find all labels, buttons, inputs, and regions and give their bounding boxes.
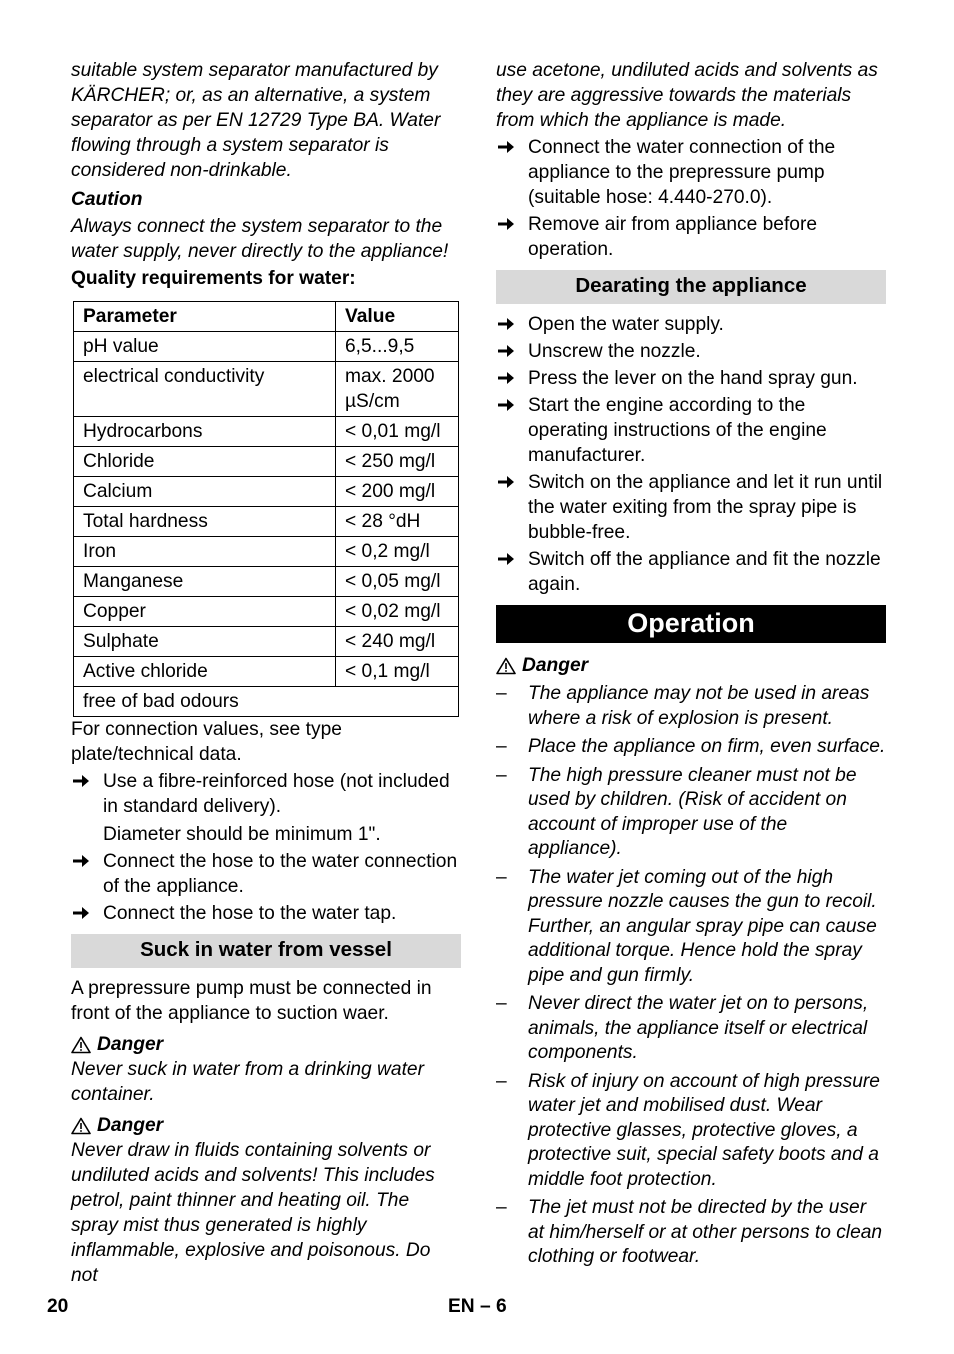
danger-item-text: Place the appliance on firm, even surface.: [528, 736, 886, 757]
language-page-label: EN – 6: [448, 1296, 507, 1317]
list-item: [496, 1070, 886, 1193]
warning-triangle-icon: [71, 1117, 91, 1135]
step-text: Connect the hose to the water tap.: [103, 903, 397, 924]
table-cell: < 28 °dH: [336, 507, 459, 537]
danger-text: Never draw in fluids containing solvents or undiluted acids and solvents! This includes petrol, paint thinner and heating oil. The spray mist thus generated is highly inflammable, explosive and poisonous. Do not: [71, 1140, 435, 1286]
table-cell: max. 2000 µS/cm: [336, 362, 459, 417]
suck-text: A prepressure pump must be connected in front of the appliance to suction waer.: [71, 978, 432, 1024]
suck-heading: Suck in water from vessel: [71, 934, 461, 968]
arrow-right-icon: [496, 473, 516, 491]
list-item: [496, 366, 886, 391]
table-row: [74, 657, 459, 687]
dash-bullet: –: [496, 1197, 507, 1218]
table-cell: Total hardness: [74, 507, 336, 537]
danger-item-text: Risk of injury on account of high pressure water jet and mobilised dust. Wear protective glasses, protective gloves, a protective suit, special safety boots and a middle foot protection.: [528, 1070, 880, 1190]
danger-title: Danger: [97, 1034, 164, 1055]
list-item: [496, 547, 886, 597]
step-text: Switch off the appliance and fit the nozzle again.: [528, 549, 881, 595]
list-item: [496, 312, 886, 337]
arrow-right-icon: [496, 396, 516, 414]
table-cell: < 0,01 mg/l: [336, 417, 459, 447]
step-text: Use a fibre-reinforced hose (not included in standard delivery).: [103, 771, 450, 817]
list-item: [496, 135, 886, 210]
hose-steps-continued: [71, 849, 461, 926]
hose-steps: [71, 769, 461, 819]
table-row: [74, 332, 459, 362]
table-cell: 6,5...9,5: [336, 332, 459, 362]
list-item: [496, 339, 886, 364]
list-item: [496, 470, 886, 545]
table-row: [74, 597, 459, 627]
table-cell: Hydrocarbons: [74, 417, 336, 447]
arrow-right-icon: [496, 138, 516, 156]
arrow-right-icon: [496, 369, 516, 387]
table-header-parameter: Parameter: [74, 302, 336, 332]
table-cell: < 0,02 mg/l: [336, 597, 459, 627]
page-number: 20: [47, 1296, 69, 1317]
danger-item-text: The water jet coming out of the high pressure nozzle causes the gun to recoil. Further, an angular spray pipe can cause additional torque. Hence hold the spray pipe and gun firmly.: [528, 866, 877, 986]
table-cell: free of bad odours: [74, 687, 459, 717]
table-row: [74, 477, 459, 507]
operation-heading: Operation: [496, 605, 886, 643]
danger-item-text: The jet must not be directed by the user at him/herself or at other persons to clean clothing or footwear.: [528, 1197, 883, 1267]
diameter-note: Diameter should be minimum 1".: [103, 824, 381, 845]
table-cell: < 240 mg/l: [336, 627, 459, 657]
dearating-heading: Dearating the appliance: [496, 270, 886, 304]
arrow-right-icon: [71, 772, 91, 790]
warning-triangle-icon: [496, 657, 516, 675]
table-cell: electrical conductivity: [74, 362, 336, 417]
danger-item-text: The high pressure cleaner must not be used by children. (Risk of accident on account of improper use of the appliance).: [528, 764, 857, 859]
step-text: Unscrew the nozzle.: [528, 341, 701, 362]
continued-text: use acetone, undiluted acids and solvents as they are aggressive towards the materials from which the appliance is made.: [496, 60, 878, 131]
list-item: [71, 901, 461, 926]
step-text: Connect the hose to the water connection of the appliance.: [103, 851, 458, 897]
table-row: [74, 537, 459, 567]
arrow-right-icon: [71, 904, 91, 922]
list-item: [71, 849, 461, 899]
arrow-right-icon: [71, 852, 91, 870]
table-cell: Sulphate: [74, 627, 336, 657]
danger-heading: [71, 1113, 461, 1138]
dash-bullet: –: [496, 764, 507, 786]
intro-text: suitable system separator manufactured by KÄRCHER; or, as an alternative, a system separator as per EN 12729 Type BA. Water flowing through a system separator is considered non-drinkable.: [71, 60, 441, 181]
arrow-right-icon: [496, 342, 516, 360]
warning-triangle-icon: [71, 1036, 91, 1054]
list-item: [496, 393, 886, 468]
table-row: [74, 567, 459, 597]
table-cell: < 0,05 mg/l: [336, 567, 459, 597]
water-quality-table: [73, 301, 459, 717]
quality-title: Quality requirements for water:: [71, 268, 356, 289]
dash-bullet: –: [496, 683, 507, 704]
list-item: [496, 735, 886, 760]
table-header-value: Value: [336, 302, 459, 332]
dash-bullet: –: [496, 866, 507, 888]
list-item: [496, 764, 886, 862]
table-cell: Manganese: [74, 567, 336, 597]
step-text: Start the engine according to the operating instructions of the engine manufacturer.: [528, 395, 827, 466]
danger-heading: [496, 653, 886, 678]
list-item: [496, 212, 886, 262]
table-row: [74, 627, 459, 657]
step-text: Switch on the appliance and let it run until the water exiting from the spray pipe is bubble-free.: [528, 472, 883, 543]
table-cell: Copper: [74, 597, 336, 627]
table-cell: Active chloride: [74, 657, 336, 687]
danger-item-text: Never direct the water jet on to persons, animals, the appliance itself or electrical components.: [528, 993, 869, 1063]
table-footer-row: [74, 687, 459, 717]
danger-text: Never suck in water from a drinking water container.: [71, 1059, 424, 1105]
dash-bullet: –: [496, 993, 507, 1014]
dearating-steps: [496, 312, 886, 597]
list-item: [496, 682, 886, 731]
pump-steps: [496, 135, 886, 262]
arrow-right-icon: [496, 550, 516, 568]
table-row: [74, 417, 459, 447]
list-item: [496, 866, 886, 989]
table-cell: Calcium: [74, 477, 336, 507]
step-text: Press the lever on the hand spray gun.: [528, 368, 858, 389]
danger-heading: [71, 1032, 461, 1057]
connection-values-text: For connection values, see type plate/technical data.: [71, 719, 342, 765]
table-cell: < 250 mg/l: [336, 447, 459, 477]
table-row: [74, 507, 459, 537]
dash-bullet: –: [496, 736, 507, 757]
caution-text: Always connect the system separator to the water supply, never directly to the appliance!: [71, 216, 449, 262]
table-cell: < 0,2 mg/l: [336, 537, 459, 567]
table-row: [74, 447, 459, 477]
danger-item-text: The appliance may not be used in areas where a risk of explosion is present.: [528, 683, 870, 729]
caution-title: Caution: [71, 189, 143, 210]
list-item: [496, 1196, 886, 1270]
table-cell: Chloride: [74, 447, 336, 477]
right-column: [496, 58, 886, 1270]
step-text: Open the water supply.: [528, 314, 724, 335]
table-cell: pH value: [74, 332, 336, 362]
danger-items: [496, 682, 886, 1270]
table-row: [74, 362, 459, 417]
dash-bullet: –: [496, 1070, 507, 1092]
table-cell: < 200 mg/l: [336, 477, 459, 507]
arrow-right-icon: [496, 315, 516, 333]
step-text: Remove air from appliance before operation.: [528, 214, 818, 260]
arrow-right-icon: [496, 215, 516, 233]
table-header-row: [74, 302, 459, 332]
table-cell: Iron: [74, 537, 336, 567]
danger-title: Danger: [97, 1115, 164, 1136]
left-column: [71, 58, 461, 1288]
table-cell: < 0,1 mg/l: [336, 657, 459, 687]
danger-title: Danger: [522, 655, 589, 676]
list-item: [496, 992, 886, 1066]
step-text: Connect the water connection of the appliance to the prepressure pump (suitable hose: 4.440-270.0).: [528, 137, 836, 208]
list-item: [71, 769, 461, 819]
